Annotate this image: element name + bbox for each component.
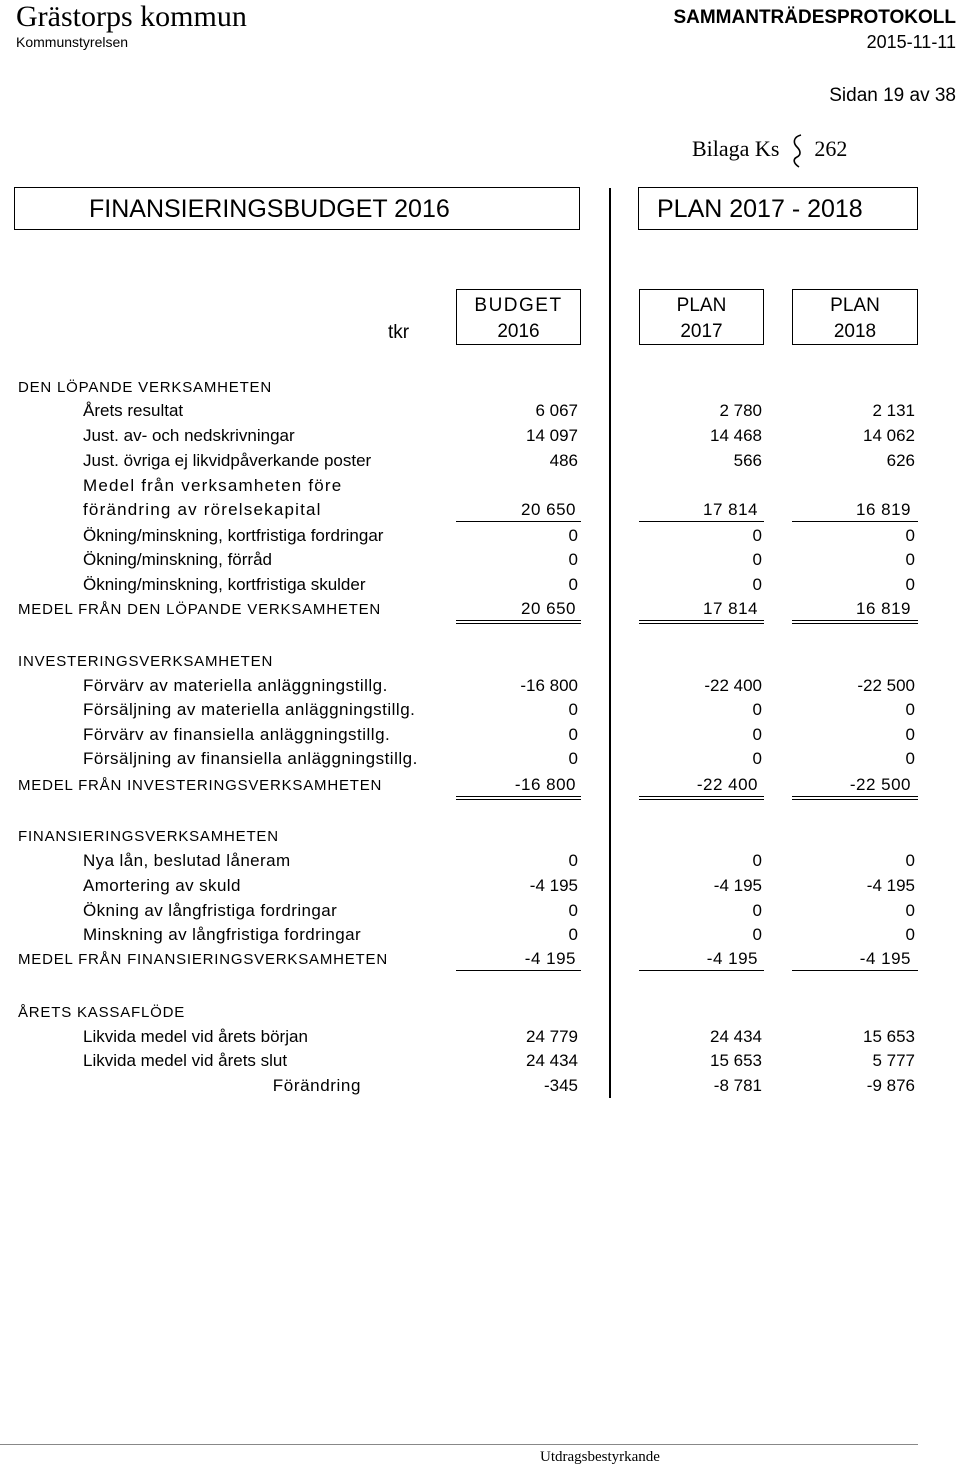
value-2018: 0 xyxy=(905,700,915,719)
appendix-label xyxy=(692,133,847,169)
value-2018: -9 876 xyxy=(866,1076,915,1095)
value-2017: 0 xyxy=(752,700,762,719)
value-2016: -345 xyxy=(543,1076,578,1095)
value-2018: 0 xyxy=(905,550,915,569)
row-label: Ökning av långfristiga fordringar xyxy=(83,901,338,920)
value-2016: 24 779 xyxy=(526,1027,578,1046)
total-double-underline xyxy=(639,796,764,800)
document-date: 2015-11-11 xyxy=(866,32,956,52)
value-2016: 0 xyxy=(568,851,578,870)
total-2016: -4 195 xyxy=(524,949,576,968)
total-2018: 16 819 xyxy=(856,599,911,618)
value-2018: 0 xyxy=(905,901,915,920)
value-2017: 0 xyxy=(752,851,762,870)
value-2018: -4 195 xyxy=(866,876,915,895)
value-2016: 0 xyxy=(568,749,578,768)
value-2018: -22 500 xyxy=(857,676,915,695)
unit-label: tkr xyxy=(388,322,410,343)
row-label: Förvärv av finansiella anläggningstillg. xyxy=(83,725,391,744)
signature-label: Utdragsbestyrkande xyxy=(540,1449,660,1465)
column-divider xyxy=(609,188,611,1098)
subtotal-underline xyxy=(456,521,581,522)
section-heading-invest: INVESTERINGSVERKSAMHETEN xyxy=(18,653,274,670)
municipality-name: Grästorps kommun xyxy=(16,0,247,33)
value-2016: 14 097 xyxy=(526,426,578,445)
section-heading-finans: FINANSIERINGSVERKSAMHETEN xyxy=(18,828,279,845)
value-2018: 0 xyxy=(905,725,915,744)
value-2017: 0 xyxy=(752,550,762,569)
total-double-underline xyxy=(639,620,764,624)
value-2016: 0 xyxy=(568,925,578,944)
total-double-underline xyxy=(456,796,581,800)
total-underline xyxy=(456,970,581,971)
total-2018: -22 500 xyxy=(849,775,911,794)
plan-title: PLAN 2017 - 2018 xyxy=(657,195,863,223)
value-2017: 14 468 xyxy=(710,426,762,445)
value-2018: 0 xyxy=(905,851,915,870)
subtotal-underline xyxy=(639,521,764,522)
section-heading-kassa: ÅRETS KASSAFLÖDE xyxy=(18,1004,186,1021)
subtotal-label-line1: Medel från verksamheten före xyxy=(83,476,343,495)
row-label: Årets resultat xyxy=(83,401,184,420)
value-2018: 0 xyxy=(905,749,915,768)
value-2018: 0 xyxy=(905,925,915,944)
total-2018: -4 195 xyxy=(859,949,911,968)
value-2016: 0 xyxy=(568,550,578,569)
document-type: SAMMANTRÄDESPROTOKOLL xyxy=(673,7,956,28)
row-label: Ökning/minskning, kortfristiga fordringar xyxy=(83,526,384,545)
total-2016: 20 650 xyxy=(521,599,576,618)
value-2017: 0 xyxy=(752,901,762,920)
total-2017: 17 814 xyxy=(703,599,758,618)
value-2016: -16 800 xyxy=(520,676,578,695)
value-2016: 0 xyxy=(568,700,578,719)
value-2016: -4 195 xyxy=(529,876,578,895)
total-underline xyxy=(792,970,918,971)
section-mark-icon xyxy=(787,133,807,169)
column-year-2018: 2018 xyxy=(833,321,877,342)
value-2017: 0 xyxy=(752,725,762,744)
value-2017: 0 xyxy=(752,749,762,768)
appendix-number: 262 xyxy=(814,136,848,162)
value-2016: 0 xyxy=(568,725,578,744)
value-2016: 0 xyxy=(568,901,578,920)
value-2017: 2 780 xyxy=(719,401,762,420)
subtotal-underline xyxy=(792,521,918,522)
subtotal-2016: 20 650 xyxy=(521,500,576,519)
value-2017: 0 xyxy=(752,575,762,594)
value-2018: 0 xyxy=(905,575,915,594)
column-label-plan-2017: PLAN xyxy=(676,295,727,316)
value-2016: 6 067 xyxy=(535,401,578,420)
value-2016: 486 xyxy=(549,451,578,470)
total-double-underline xyxy=(456,620,581,624)
column-label-budget: BUDGET xyxy=(474,295,563,316)
row-label: Amortering av skuld xyxy=(83,876,241,895)
column-label-plan-2018: PLAN xyxy=(830,295,880,316)
row-label: Minskning av långfristiga fordringar xyxy=(83,925,362,944)
board-name: Kommunstyrelsen xyxy=(16,34,129,50)
value-2018: 0 xyxy=(905,526,915,545)
total-2017: -22 400 xyxy=(696,775,758,794)
section-heading-lopande: DEN LÖPANDE VERKSAMHETEN xyxy=(18,379,272,396)
signature-line xyxy=(0,1444,918,1445)
value-2018: 626 xyxy=(886,451,915,470)
total-2017: -4 195 xyxy=(706,949,758,968)
total-double-underline xyxy=(792,620,918,624)
page-number: Sidan 19 av 38 xyxy=(829,85,956,106)
row-label: Just. övriga ej likvidpåverkande poster xyxy=(83,451,372,470)
row-label: Ökning/minskning, kortfristiga skulder xyxy=(83,575,366,594)
total-2016: -16 800 xyxy=(514,775,576,794)
row-label: Försäljning av materiella anläggningstillg. xyxy=(83,700,416,719)
total-double-underline xyxy=(792,796,918,800)
value-2018: 15 653 xyxy=(863,1027,915,1046)
row-label: Förvärv av materiella anläggningstillg. xyxy=(83,676,388,695)
row-label: Likvida medel vid årets slut xyxy=(83,1051,288,1070)
value-2017: 0 xyxy=(752,925,762,944)
value-2016: 0 xyxy=(568,575,578,594)
total-underline xyxy=(639,970,764,971)
subtotal-label-line2: förändring av rörelsekapital xyxy=(83,500,322,519)
value-2016: 0 xyxy=(568,526,578,545)
row-label: Nya lån, beslutad låneram xyxy=(83,851,291,870)
row-label: Just. av- och nedskrivningar xyxy=(83,426,295,445)
value-2017: -22 400 xyxy=(704,676,762,695)
subtotal-2017: 17 814 xyxy=(703,500,758,519)
appendix-label-text: Bilaga Ks xyxy=(692,136,780,162)
value-2018: 14 062 xyxy=(863,426,915,445)
row-label: Likvida medel vid årets början xyxy=(83,1027,308,1046)
value-2018: 2 131 xyxy=(872,401,915,420)
value-2017: -8 781 xyxy=(713,1076,762,1095)
value-2018: 5 777 xyxy=(872,1051,915,1070)
value-2016: 24 434 xyxy=(526,1051,578,1070)
row-label: Ökning/minskning, förråd xyxy=(83,550,272,569)
value-2017: -4 195 xyxy=(713,876,762,895)
section-total-label-lopande: MEDEL FRÅN DEN LÖPANDE VERKSAMHETEN xyxy=(18,601,382,618)
value-2017: 566 xyxy=(733,451,762,470)
row-label: Försäljning av finansiella anläggningstillg. xyxy=(83,749,418,768)
value-2017: 0 xyxy=(752,526,762,545)
subtotal-2018: 16 819 xyxy=(856,500,911,519)
value-2017: 24 434 xyxy=(710,1027,762,1046)
value-2017: 15 653 xyxy=(710,1051,762,1070)
budget-title: FINANSIERINGSBUDGET 2016 xyxy=(89,195,450,223)
column-year-2017: 2017 xyxy=(680,321,723,342)
column-year-2016: 2016 xyxy=(497,321,540,342)
change-label: Förändring xyxy=(272,1076,361,1095)
section-total-label-finans: MEDEL FRÅN FINANSIERINGSVERKSAMHETEN xyxy=(18,951,388,968)
section-total-label-invest: MEDEL FRÅN INVESTERINGSVERKSAMHETEN xyxy=(18,777,383,794)
